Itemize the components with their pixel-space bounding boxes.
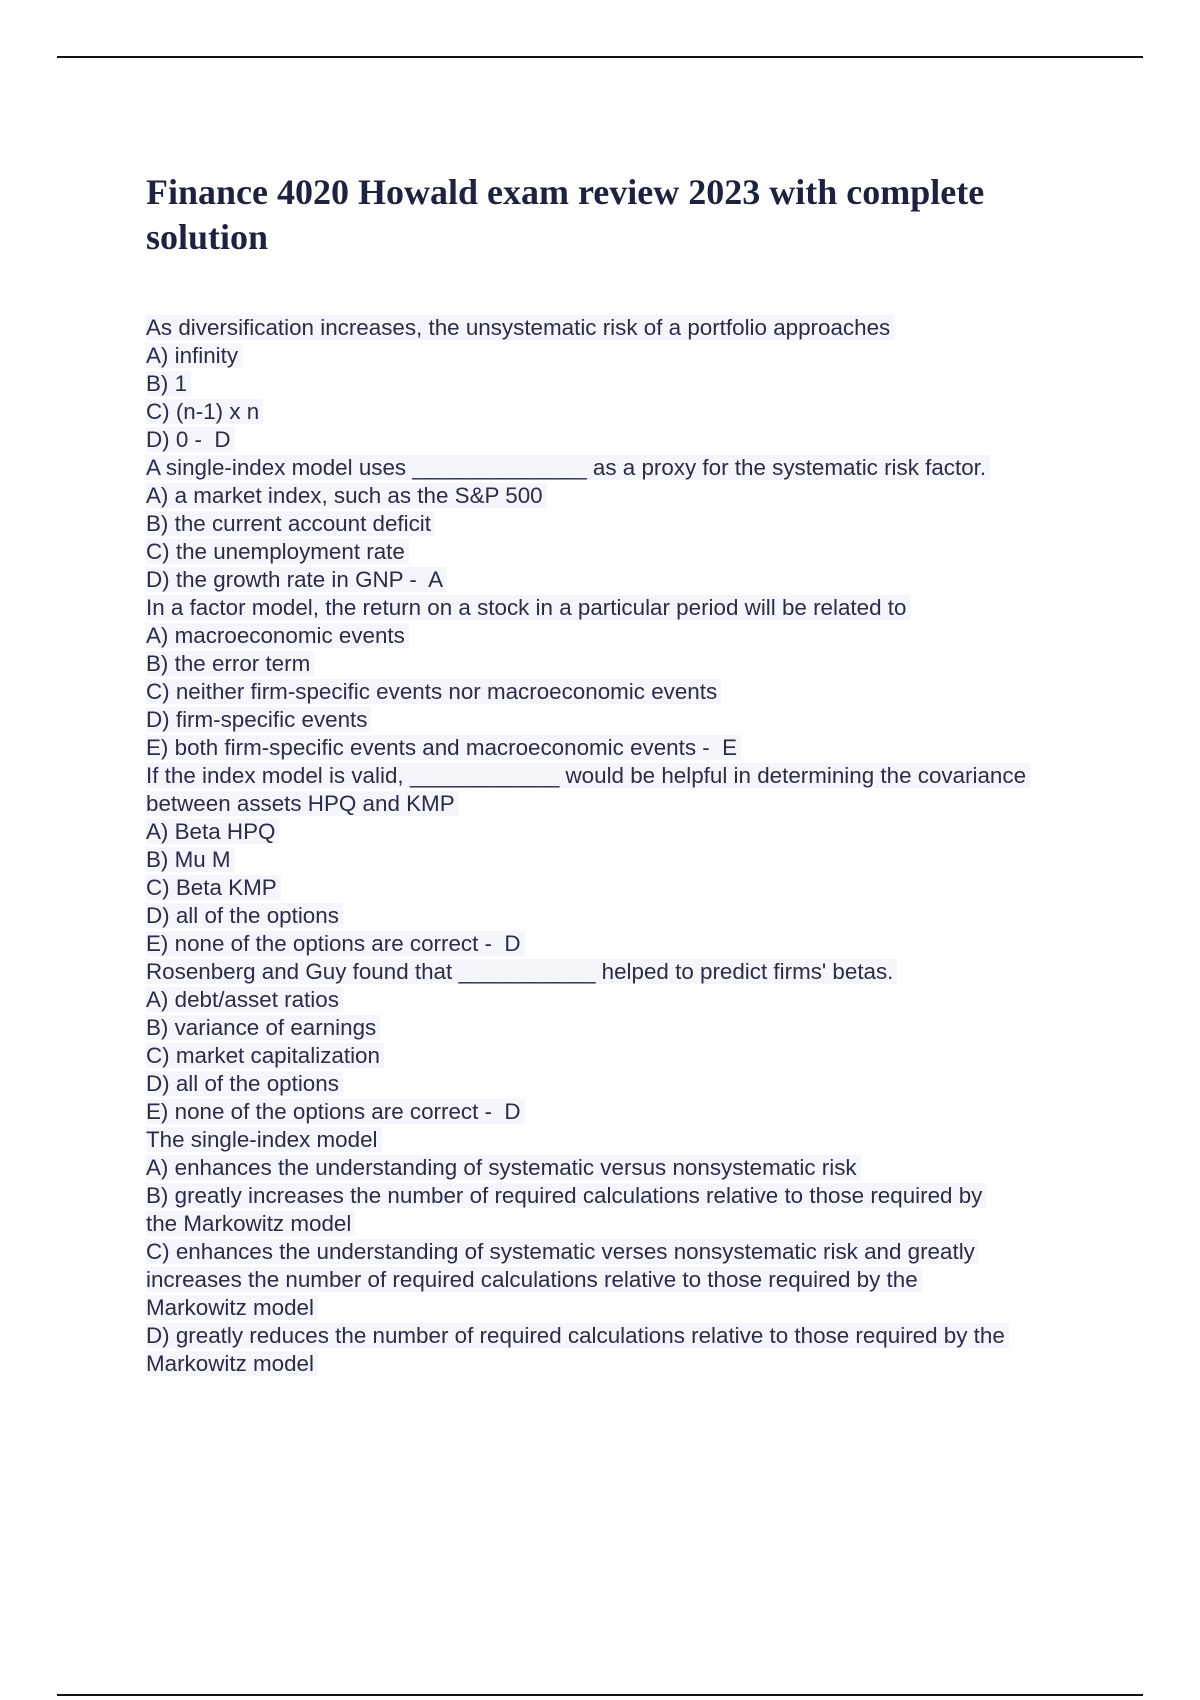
text-line-content: C) (n-1) x n [146,399,263,424]
text-line [146,538,1096,566]
text-line [146,1098,1096,1126]
text-line [146,426,1096,454]
text-line-content: C) the unemployment rate [146,539,409,564]
text-line-content: A) infinity [146,343,242,368]
text-line [146,902,1096,930]
text-line [146,650,1096,678]
text-line-content: Markowitz model [146,1295,318,1320]
text-line [146,706,1096,734]
text-line [146,930,1096,958]
text-line [146,986,1096,1014]
text-line [146,342,1096,370]
text-line [146,1238,1096,1266]
text-line [146,482,1096,510]
text-line [146,566,1096,594]
text-line [146,1070,1096,1098]
text-line-content: E) none of the options are correct - D [146,1099,525,1124]
text-line [146,1266,1096,1294]
text-line [146,1014,1096,1042]
text-line [146,678,1096,706]
text-line-content: increases the number of required calculations relative to those required by the [146,1267,922,1292]
text-line [146,958,1096,986]
text-line-content: E) none of the options are correct - D [146,931,525,956]
text-line-content: A) macroeconomic events [146,623,409,648]
text-line [146,1126,1096,1154]
text-line-content: A) a market index, such as the S&P 500 [146,483,547,508]
text-line [146,790,1096,818]
text-line [146,398,1096,426]
text-line-content: B) 1 [146,371,191,396]
text-line-content: B) variance of earnings [146,1015,380,1040]
text-line-content: D) greatly reduces the number of required calculations relative to those required by the [146,1323,1009,1348]
text-line [146,734,1096,762]
document-title: Finance 4020 Howald exam review 2023 with complete solution [146,172,985,257]
text-line-content: The single-index model [146,1127,382,1152]
text-line-content: C) market capitalization [146,1043,384,1068]
text-line-content: D) the growth rate in GNP - A [146,567,447,592]
text-line-content: If the index model is valid, ____________ would be helpful in determining the covariance [146,763,1030,788]
text-line [146,314,1096,342]
text-line [146,846,1096,874]
text-line [146,874,1096,902]
text-line [146,762,1096,790]
text-line-content: C) neither firm-specific events nor macroeconomic events [146,679,721,704]
text-line [146,594,1096,622]
text-line-content: A single-index model uses ______________ as a proxy for the systematic risk factor. [146,455,990,480]
text-line-content: As diversification increases, the unsystematic risk of a portfolio approaches [146,315,894,340]
text-line-content: B) the current account deficit [146,511,435,536]
text-line-content: D) all of the options [146,903,343,928]
text-line-content: Rosenberg and Guy found that ___________ helped to predict firms' betas. [146,959,897,984]
text-line [146,1322,1096,1350]
text-line-content: A) debt/asset ratios [146,987,343,1012]
text-line-content: B) the error term [146,651,314,676]
text-line-content: D) firm-specific events [146,707,371,732]
text-line [146,622,1096,650]
text-line-content: Markowitz model [146,1351,318,1376]
document-body [146,314,1096,1378]
text-line-content: A) enhances the understanding of systematic versus nonsystematic risk [146,1155,861,1180]
text-line-content: C) Beta KMP [146,875,281,900]
text-line [146,1154,1096,1182]
text-line-content: E) both firm-specific events and macroeconomic events - E [146,735,741,760]
text-line-content: between assets HPQ and KMP [146,791,459,816]
bottom-divider [57,1694,1143,1696]
text-line [146,1042,1096,1070]
top-divider [57,56,1143,58]
text-line [146,370,1096,398]
text-line [146,1182,1096,1210]
text-line-content: B) Mu M [146,847,235,872]
text-line [146,1294,1096,1322]
text-line-content: B) greatly increases the number of required calculations relative to those required by [146,1183,986,1208]
text-line-content: D) all of the options [146,1071,343,1096]
text-line [146,510,1096,538]
text-line-content: the Markowitz model [146,1211,355,1236]
text-line [146,1350,1096,1378]
text-line-content: In a factor model, the return on a stock in a particular period will be related to [146,595,910,620]
text-line-content: C) enhances the understanding of systematic verses nonsystematic risk and greatly [146,1239,979,1264]
text-line-content: D) 0 - D [146,427,235,452]
text-line [146,818,1096,846]
text-line [146,454,1096,482]
text-line-content: A) Beta HPQ [146,819,279,844]
text-line [146,1210,1096,1238]
